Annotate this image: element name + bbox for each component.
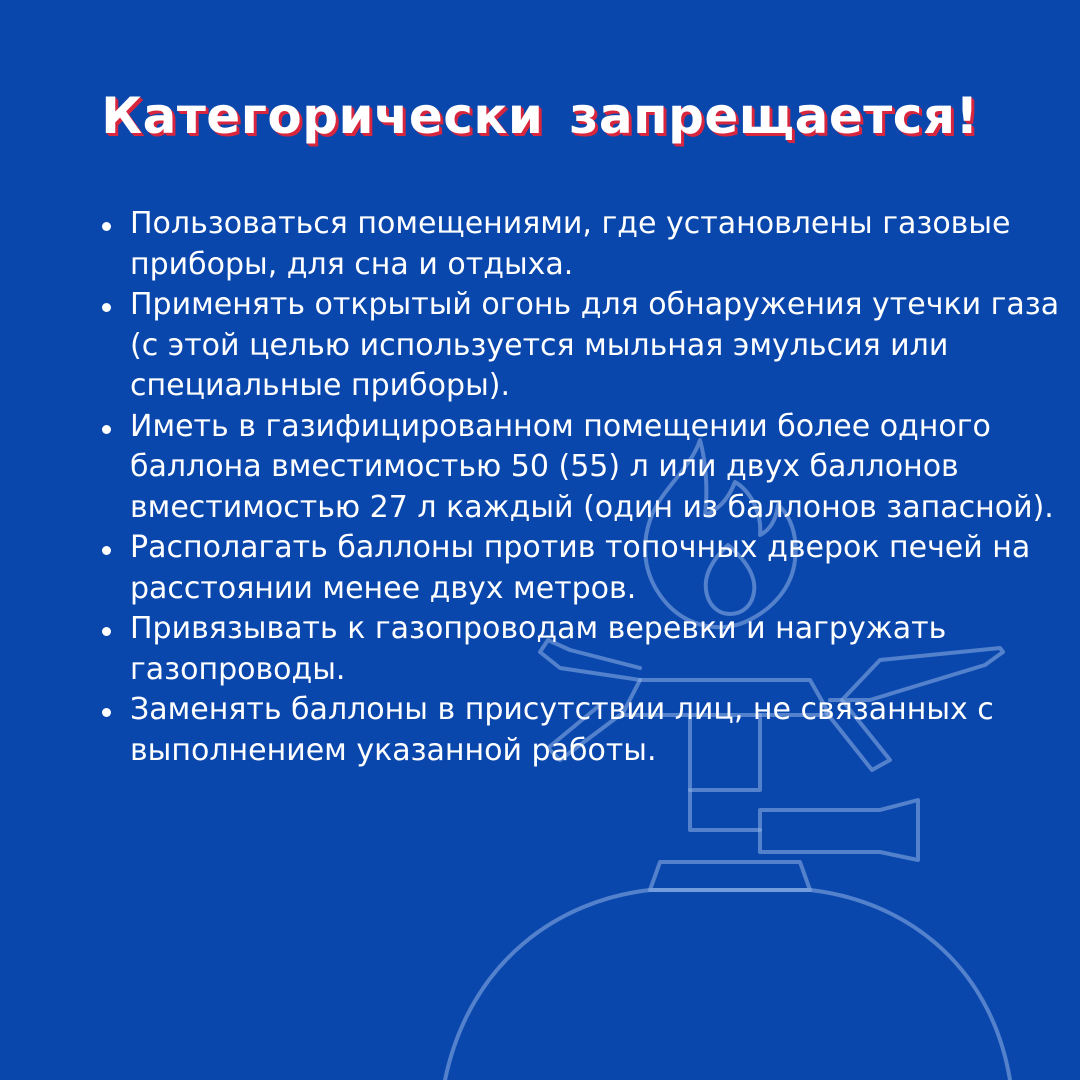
prohibitions-list <box>98 204 1070 771</box>
list-item: Заменять баллоны в присутствии лиц, не связанных с выполнением указанной работы. <box>130 690 1070 771</box>
list-item: Привязывать к газопроводам веревки и нагружать газопроводы. <box>130 609 1070 690</box>
list-item: Применять открытый огонь для обнаружения утечки газа (с этой целью используется мыльная эмульсия или специальные приборы). <box>130 285 1070 407</box>
page-title: Категорически запрещается! <box>101 87 979 145</box>
list-item: Располагать баллоны против топочных дверок печей на расстоянии менее двух метров. <box>130 528 1070 609</box>
list-item: Иметь в газифицированном помещении более одного баллона вместимостью 50 (55) л или двух баллонов вместимостью 27 л каждый (один из баллонов запасной). <box>130 407 1070 529</box>
list-item: Пользоваться помещениями, где установлены газовые приборы, для сна и отдыха. <box>130 204 1070 285</box>
